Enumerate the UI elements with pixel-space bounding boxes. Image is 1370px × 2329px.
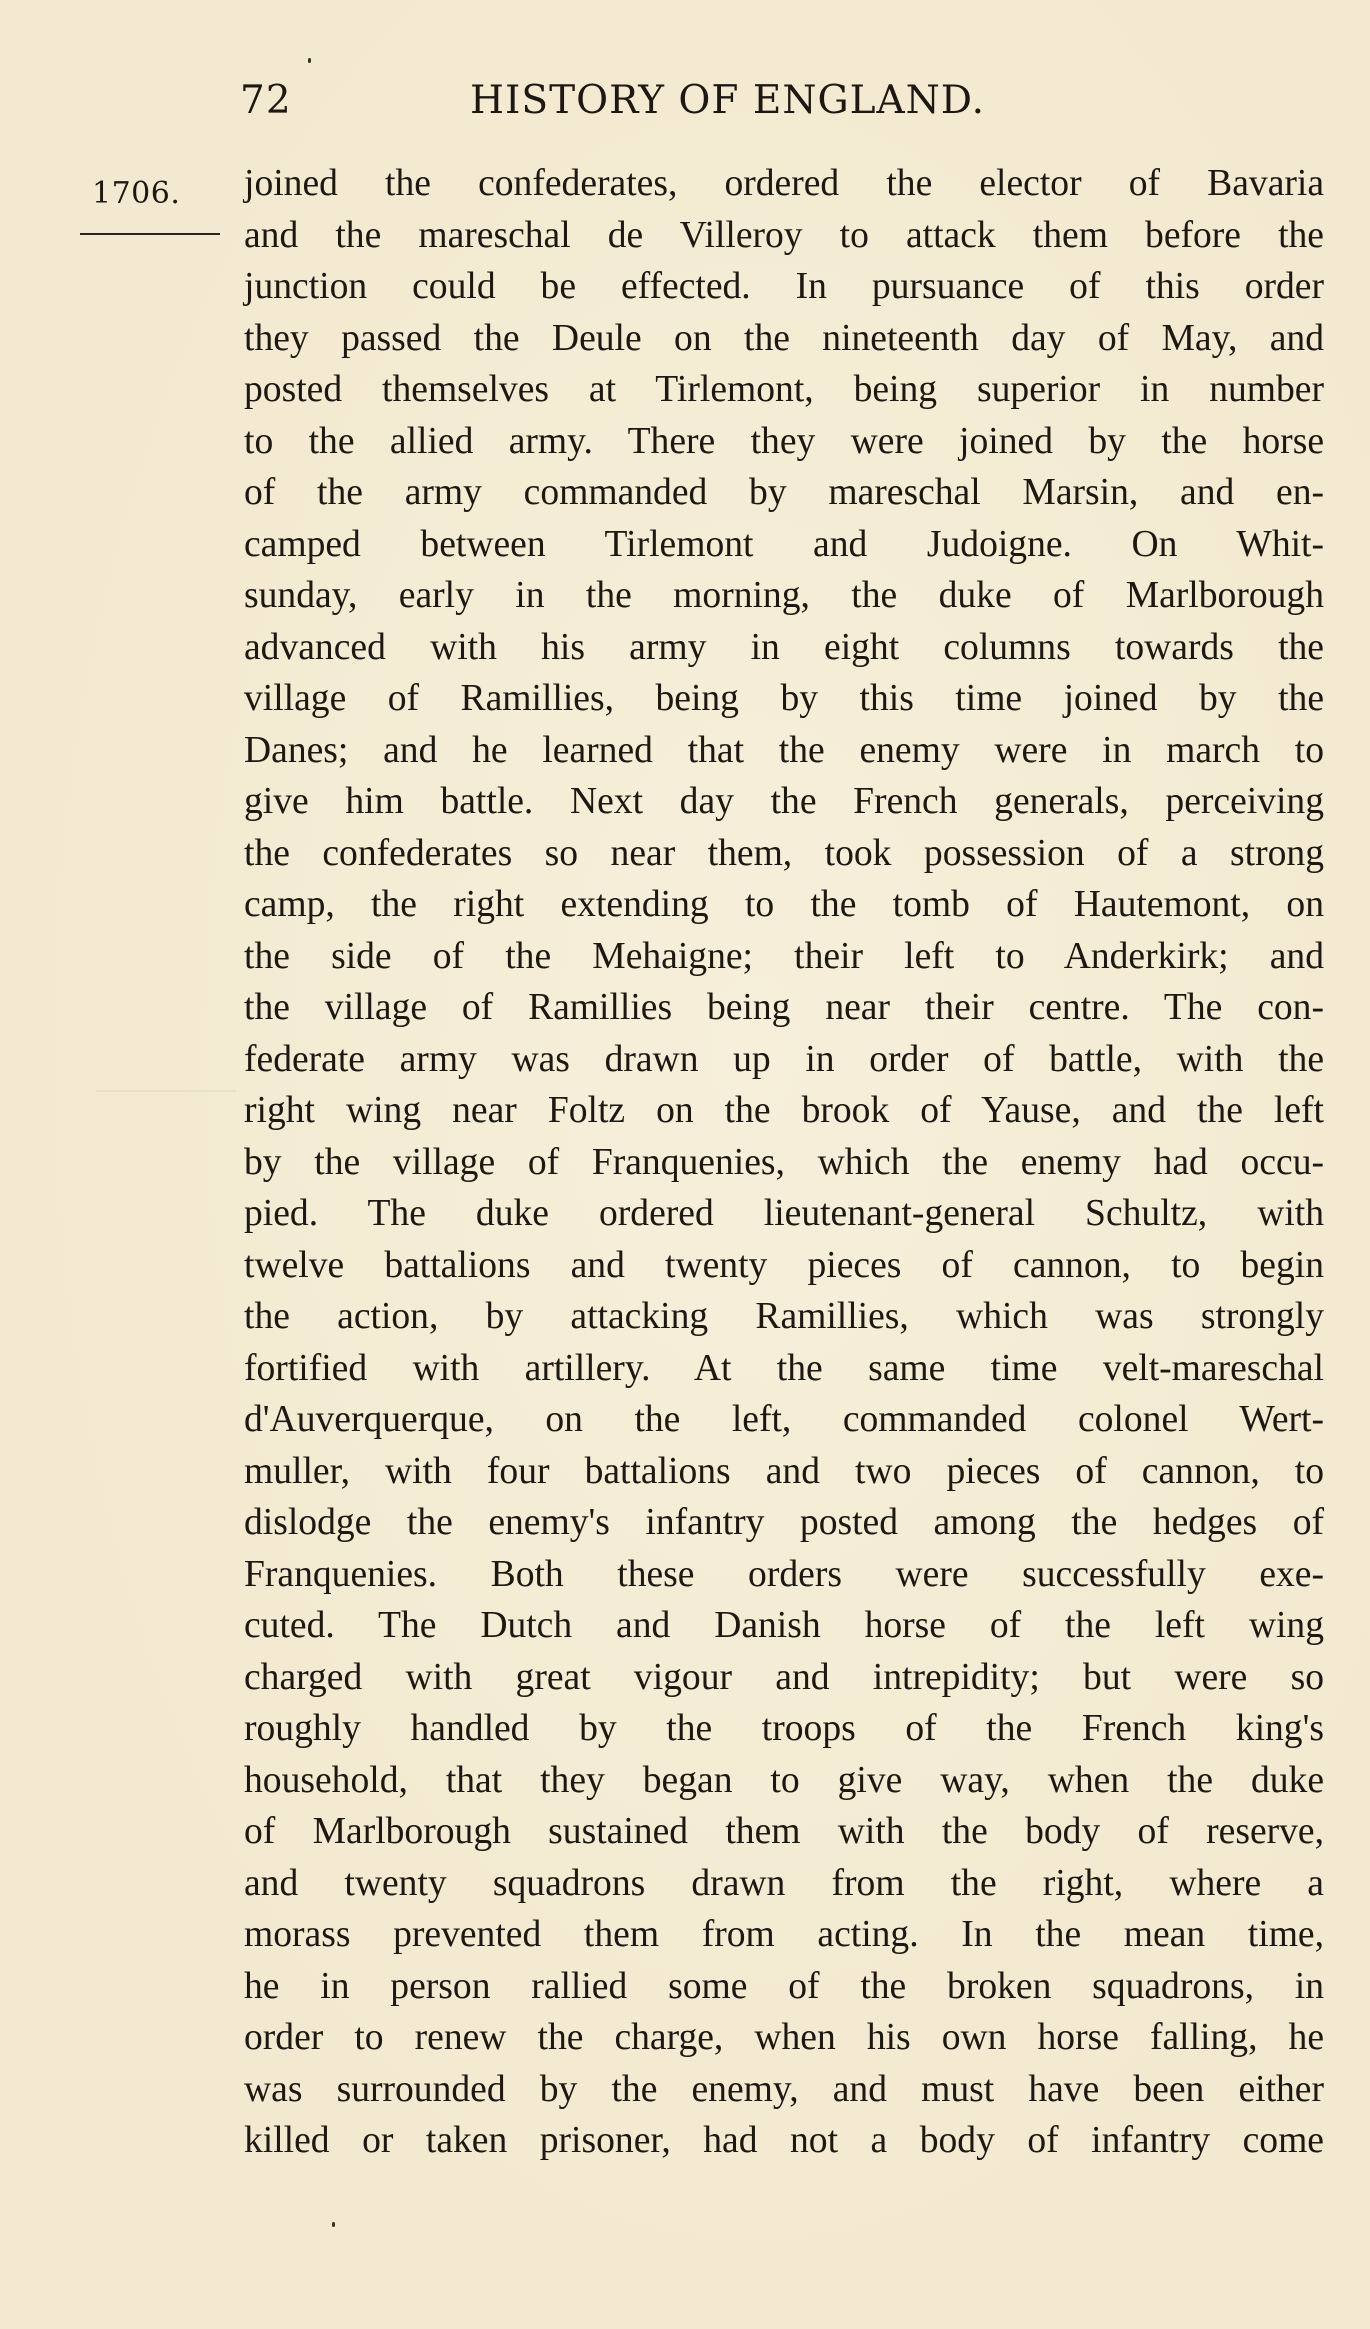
text-line: was surrounded by the enemy, and must have been either: [244, 2068, 1324, 2110]
text-line: charged with great vigour and intrepidity; but were so: [244, 1656, 1324, 1698]
text-line: order to renew the charge, when his own horse falling, he: [244, 2017, 1324, 2058]
text-line: advanced with his army in eight columns towards the: [244, 626, 1324, 668]
text-line: to the allied army. There they were joined by the horse: [244, 420, 1324, 462]
text-line: by the village of Franquenies, which the enemy had occu-: [244, 1141, 1324, 1183]
text-line: muller, with four battalions and two pieces of cannon, to: [244, 1450, 1324, 1492]
text-line: give him battle. Next day the French generals, perceiving: [244, 781, 1324, 822]
text-line: killed or taken prisoner, had not a body of infantry come: [244, 2120, 1324, 2161]
text-line: sunday, early in the morning, the duke of Marlborough: [244, 575, 1324, 616]
text-line: dislodge the enemy's infantry posted among the hedges of: [244, 1502, 1324, 1543]
text-line: camp, the right extending to the tomb of Hautemont, on: [244, 884, 1324, 925]
text-line: right wing near Foltz on the brook of Yause, and the left: [244, 1090, 1324, 1131]
text-line: morass prevented them from acting. In the mean time,: [244, 1914, 1324, 1955]
text-line: fortified with artillery. At the same time velt-mareschal: [244, 1347, 1324, 1389]
ink-speck: [308, 58, 311, 63]
text-line: pied. The duke ordered lieutenant-general Schultz, with: [244, 1193, 1324, 1234]
text-line: and twenty squadrons drawn from the right, where a: [244, 1862, 1324, 1904]
text-line: household, that they began to give way, when the duke: [244, 1759, 1324, 1801]
text-line: village of Ramillies, being by this time joined by the: [244, 678, 1324, 719]
text-line: d'Auverquerque, on the left, commanded colonel Wert-: [244, 1399, 1324, 1440]
text-line: and the mareschal de Villeroy to attack them before the: [244, 214, 1324, 256]
text-line: of Marlborough sustained them with the body of reserve,: [244, 1811, 1324, 1852]
page-header: [230, 78, 1070, 138]
ink-speck: [332, 2222, 335, 2227]
text-line: the village of Ramillies being near their centre. The con-: [244, 987, 1324, 1028]
text-line: camped between Tirlemont and Judoigne. On Whit-: [244, 523, 1324, 565]
page-number: 72: [240, 78, 292, 123]
text-line: the confederates so near them, took possession of a strong: [244, 832, 1324, 874]
running-title: HISTORY OF ENGLAND.: [470, 78, 986, 123]
text-line: roughly handled by the troops of the French king's: [244, 1708, 1324, 1749]
text-line: they passed the Deule on the nineteenth day of May, and: [244, 317, 1324, 359]
text-line: of the army commanded by mareschal Marsin, and en-: [244, 472, 1324, 513]
text-line: twelve battalions and twenty pieces of cannon, to begin: [244, 1244, 1324, 1286]
margin-rule: [80, 233, 220, 235]
text-line: he in person rallied some of the broken squadrons, in: [244, 1965, 1324, 2007]
text-line: Danes; and he learned that the enemy were in march to: [244, 729, 1324, 771]
text-line: cuted. The Dutch and Danish horse of the left wing: [244, 1605, 1324, 1646]
text-line: the action, by attacking Ramillies, which was strongly: [244, 1296, 1324, 1337]
text-line: Franquenies. Both these orders were successfully exe-: [244, 1553, 1324, 1595]
text-line: federate army was drawn up in order of battle, with the: [244, 1038, 1324, 1080]
text-line: joined the confederates, ordered the elector of Bavaria: [244, 163, 1324, 204]
body-text: [244, 158, 1324, 2167]
text-line: the side of the Mehaigne; their left to Anderkirk; and: [244, 935, 1324, 977]
show-through-rule: [96, 1090, 236, 1092]
margin-year-note: 1706.: [92, 176, 181, 211]
text-line: posted themselves at Tirlemont, being superior in number: [244, 369, 1324, 410]
text-line: junction could be effected. In pursuance of this order: [244, 266, 1324, 307]
